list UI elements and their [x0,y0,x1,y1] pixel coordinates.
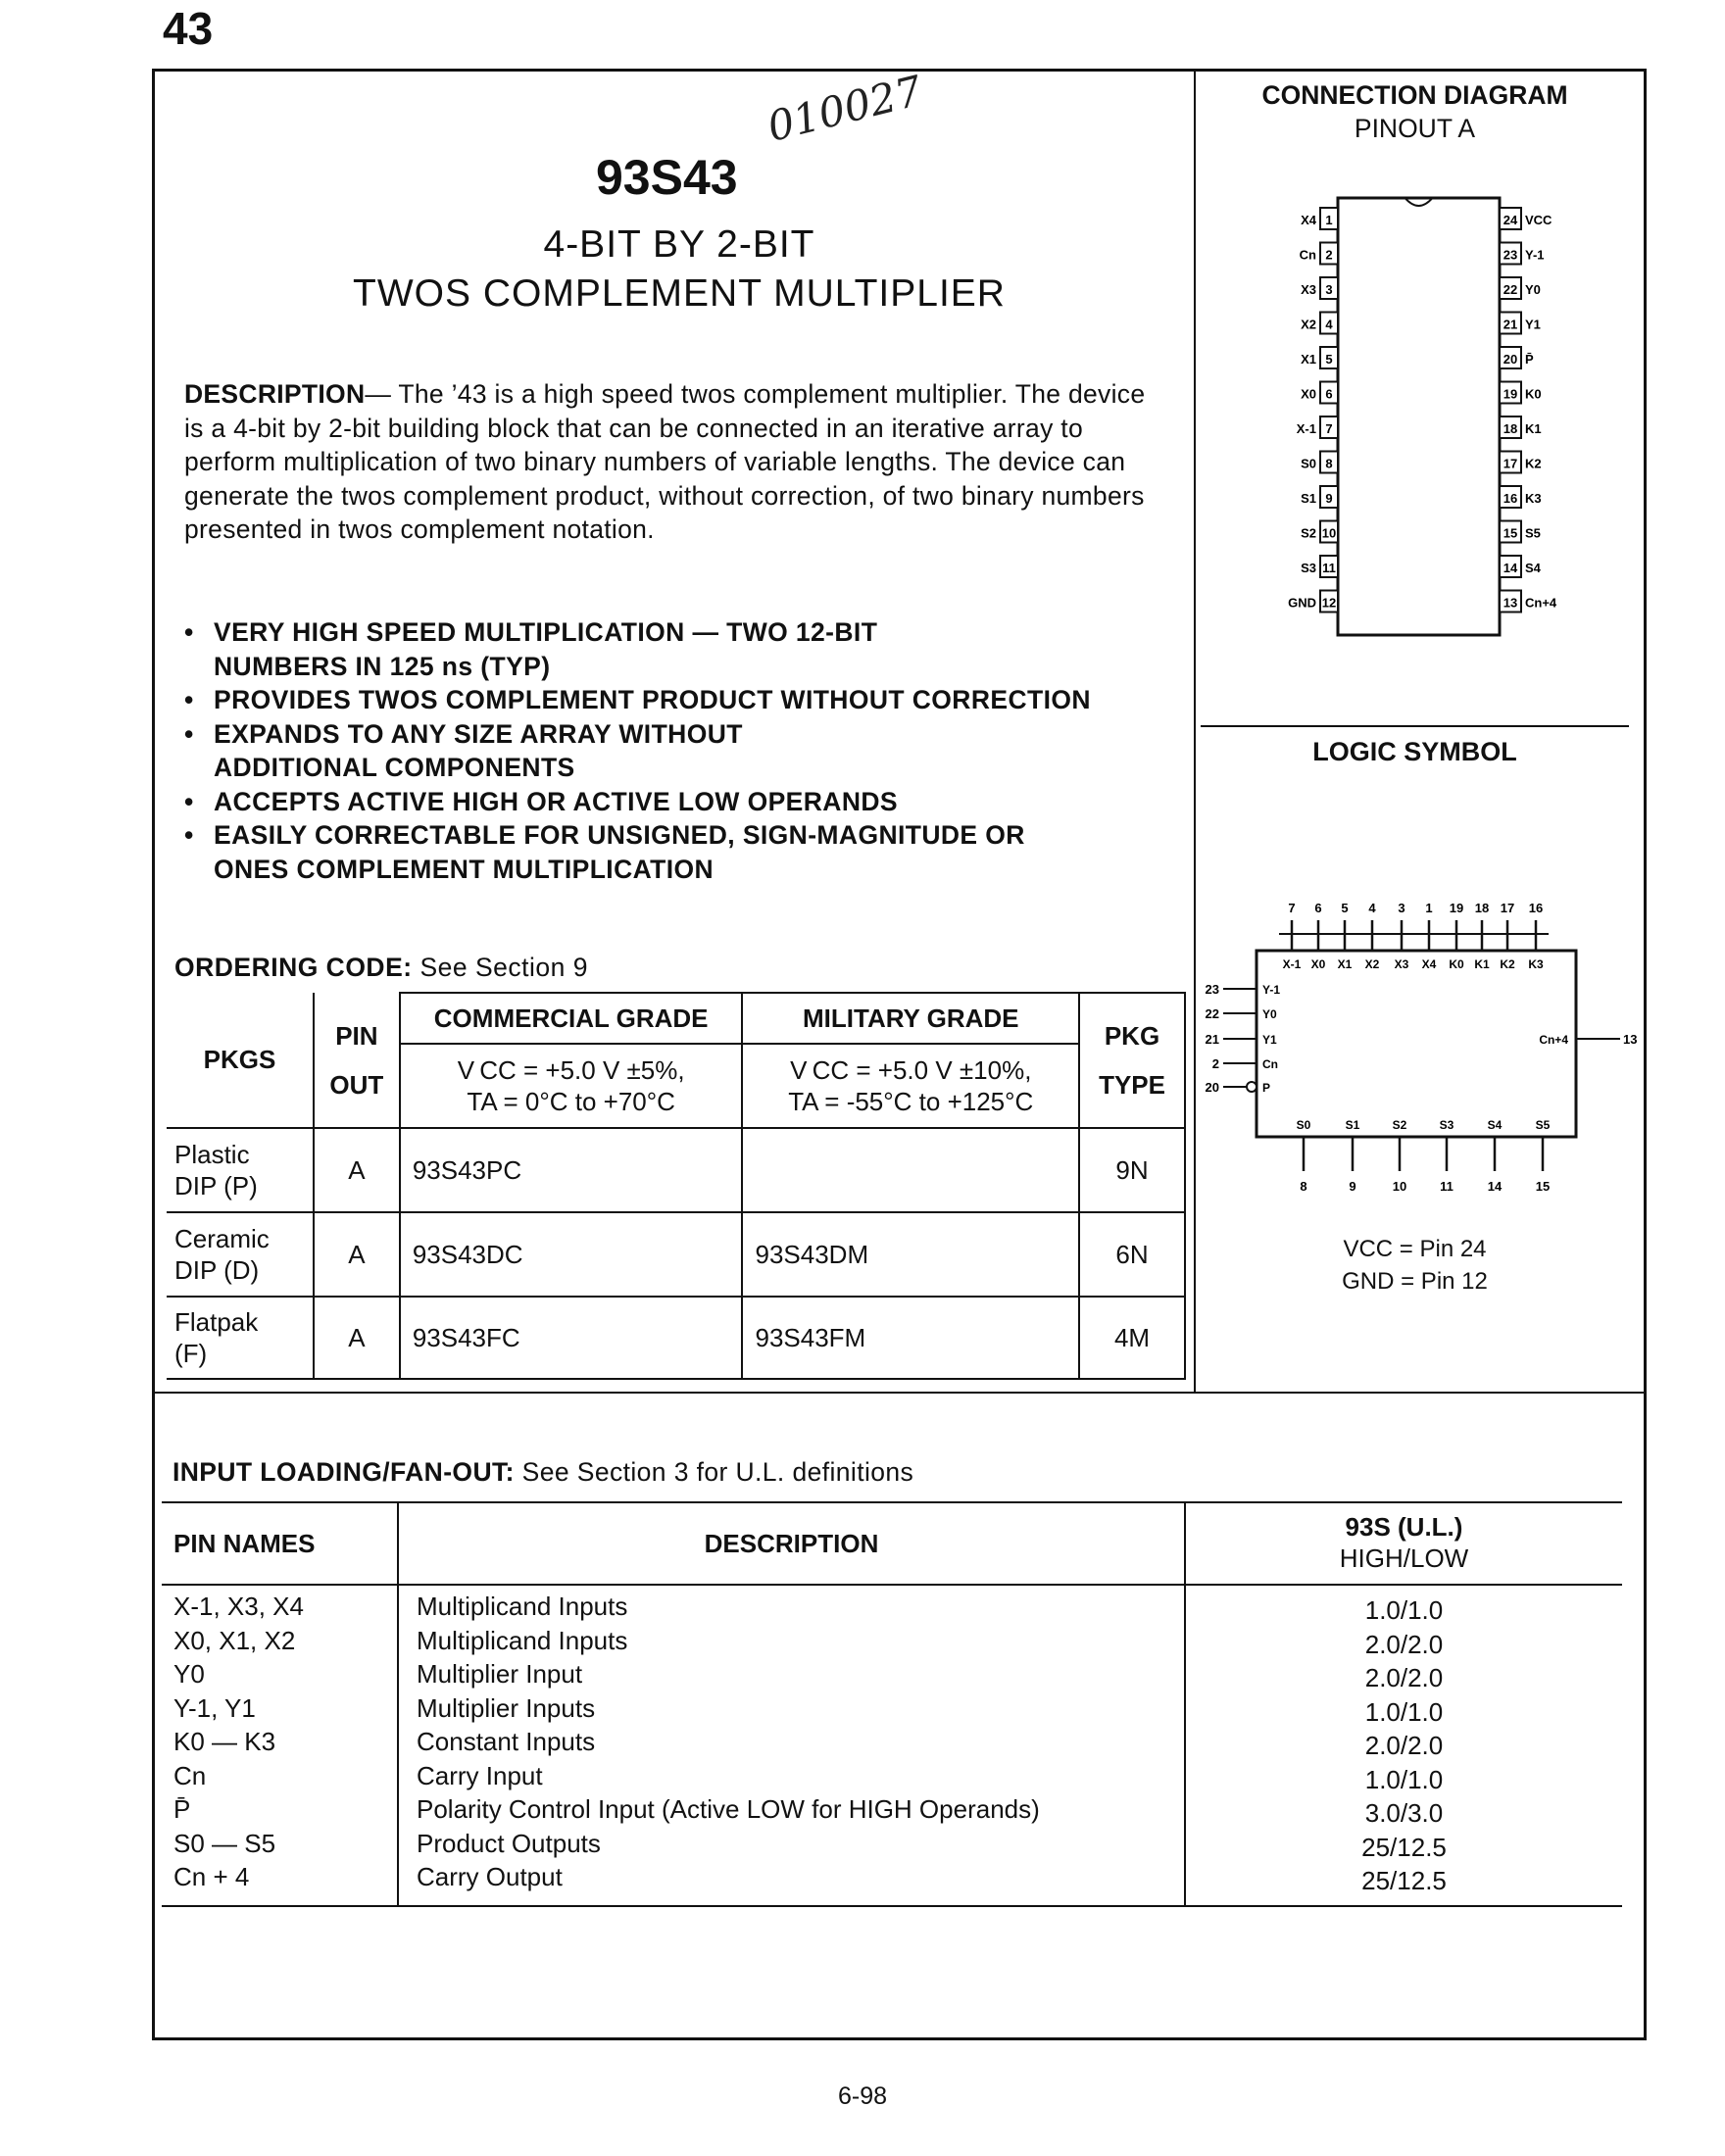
pin-number: 19 [1503,386,1518,402]
pin-label: S3 [1439,1118,1454,1132]
pkg-name: Plastic [174,1140,250,1169]
pin-number: 9 [1325,491,1333,506]
ic-body [1338,198,1500,635]
loading-row [162,1659,1622,1693]
ordering-code-heading [174,953,588,983]
feature-item [184,717,1184,785]
pin-number: 16 [1503,491,1518,506]
input-loading-label: INPUT LOADING/FAN-OUT: [172,1457,515,1487]
pin-number: 11 [1322,561,1336,575]
header-ul-line1: 93S (U.L.) [1345,1512,1463,1542]
pin-number: 8 [1325,456,1333,471]
pin-ul-cell: 25/12.5 [1361,1832,1447,1862]
pin-number: 2 [1325,247,1333,263]
input-loading-heading [172,1457,913,1488]
vcc-note: VCC = Pin 24 [1343,1236,1487,1262]
pin-label: X0 [1301,386,1316,402]
pin-description-cell: Multiplicand Inputs [417,1592,628,1621]
subtitle-line-2: TWOS COMPLEMENT MULTIPLIER [353,272,1006,315]
ordering-row [167,1212,1185,1297]
pin-number: 17 [1500,901,1515,915]
pin-ul-cell: 1.0/1.0 [1364,1696,1444,1727]
pin-label: K2 [1525,456,1542,471]
military-part-cell: 93S43FM [742,1297,1079,1379]
pin-label: Y0 [1262,1007,1277,1021]
pin-label: S0 [1296,1118,1311,1132]
pin-label: K0 [1525,386,1542,402]
pkg-cell [167,1297,314,1379]
pin-number: 1 [1325,213,1333,227]
pin-label: Cn [1262,1057,1278,1071]
pin-name-cell: Cn [173,1760,207,1790]
loading-row [162,1727,1622,1761]
feature-line-1: PROVIDES TWOS COMPLEMENT PRODUCT WITHOUT CORRECTION [214,685,1091,714]
loading-row [162,1626,1622,1660]
pin-number: 18 [1474,901,1490,915]
logic-symbol-diagram [1196,887,1647,1210]
pin-number: 13 [1623,1032,1638,1047]
pin-ul-cell: 25/12.5 [1361,1866,1447,1895]
pin-label: K1 [1525,421,1542,436]
feature-item [184,785,1184,819]
pin-number: 22 [1205,1006,1219,1021]
pin-label: X2 [1301,317,1316,332]
pin-number: 11 [1440,1179,1454,1194]
pin-number: 14 [1503,561,1518,575]
pin-number: 24 [1503,213,1518,227]
loading-row [162,1829,1622,1863]
commercial-part-cell: 93S43PC [400,1128,743,1212]
pin-description-cell: Multiplier Inputs [417,1692,596,1723]
pin-ul-cell: 2.0/2.0 [1364,1663,1444,1692]
pin-label: Y-1 [1262,983,1281,997]
loading-row [162,1761,1622,1795]
pin-name-cell: Y-1, Y1 [173,1692,256,1723]
pin-number: 4 [1368,901,1376,915]
connection-diagram-subtitle: PINOUT A [1354,114,1476,143]
pin-description-cell: Product Outputs [417,1828,601,1858]
pin-number: 23 [1503,247,1518,263]
military-part-cell [742,1128,1079,1212]
pin-number: 5 [1341,901,1349,915]
pin-label: X0 [1310,957,1326,971]
loading-row [162,1862,1622,1896]
pin-number: 17 [1503,456,1518,471]
pin-ul-cell: 1.0/1.0 [1364,1764,1444,1794]
pin-number: 7 [1288,901,1296,915]
header-pin-out-line2: OUT [329,1069,384,1100]
gnd-note: GND = Pin 12 [1342,1268,1488,1295]
header-ul [1186,1511,1622,1574]
pin-label: K1 [1474,957,1490,971]
input-loading-rows [162,1592,1622,1896]
feature-line-1: EASILY CORRECTABLE FOR UNSIGNED, SIGN-MAGNITUDE OR [214,820,1025,850]
pin-label: P̄ [1525,352,1534,367]
pin-label: X-1 [1296,421,1316,436]
pin-number: 15 [1535,1179,1551,1194]
feature-item [184,683,1184,717]
commercial-vcc: V CC = +5.0 V ±5%, [457,1055,685,1085]
header-military-grade: MILITARY GRADE [742,993,1079,1044]
pin-label: Cn+4 [1525,595,1557,611]
description-text: — The ’43 is a high speed twos complement multiplier. The device is a 4-bit by 2-bit building block that can be connected in an iterative array to perform multiplication of two binary numbers of variable lengths. The device can generate the twos complement product, without correction, of two binary numbers presented in twos complement notation. [184,379,1146,544]
pin-description-cell: Multiplicand Inputs [417,1625,628,1655]
pin-out-cell: A [314,1297,400,1379]
loading-row [162,1592,1622,1626]
pkg-cell [167,1212,314,1297]
pin-number: 3 [1325,282,1333,297]
pin-label: K0 [1449,957,1464,971]
pin-label: X-1 [1282,957,1302,971]
pin-name-cell: X-1, X3, X4 [173,1592,304,1621]
part-number-title: 93S43 [596,150,738,205]
header-description: DESCRIPTION [704,1529,879,1558]
commercial-conditions [400,1044,743,1128]
pin-number: 20 [1503,352,1518,367]
pin-number: 19 [1449,901,1464,915]
pkg-name: Flatpak [174,1307,259,1337]
pin-description-cell: Carry Output [417,1862,563,1891]
pin-label: X3 [1301,282,1316,297]
pin-label: Y-1 [1525,247,1545,263]
military-part-cell: 93S43DM [742,1212,1079,1297]
header-commercial-grade: COMMERCIAL GRADE [400,993,743,1044]
pin-number: 5 [1325,352,1333,367]
pin-number: 6 [1325,386,1333,402]
pin-label: Y0 [1525,282,1541,297]
feature-line-1: VERY HIGH SPEED MULTIPLICATION — TWO 12-BIT [214,617,878,647]
pin-number: 14 [1487,1179,1503,1194]
page-number: 6-98 [837,2082,888,2110]
pin-label: Y1 [1525,317,1541,332]
pin-number: 1 [1425,901,1433,915]
header-pin-names: PIN NAMES [173,1529,316,1558]
pin-name-cell: X0, X1, X2 [173,1625,296,1655]
input-loading-table [162,1501,1622,1913]
pin-description-cell: Carry Input [417,1760,543,1790]
pkg-code: (F) [174,1339,208,1368]
pin-number: 18 [1503,421,1518,436]
pin-label: X4 [1421,957,1437,971]
pin-ul-cell: 2.0/2.0 [1364,1629,1444,1659]
military-vcc: V CC = +5.0 V ±10%, [790,1055,1032,1085]
pin-number: 20 [1205,1080,1219,1095]
feature-line-2: NUMBERS IN 125 ns (TYP) [214,651,551,681]
pin-number: 9 [1349,1179,1356,1194]
feature-list [184,615,1184,886]
pin-label: GND [1288,595,1316,611]
header-pkg-type-line2: TYPE [1099,1070,1165,1100]
pin-number: 10 [1392,1179,1407,1194]
pin-label: VCC [1525,213,1552,227]
description-paragraph [184,377,1164,547]
pin-name-cell: S0 — S5 [173,1828,276,1858]
pin-name-cell: P̄ [173,1794,191,1824]
header-pkg-type-line1: PKG [1104,1021,1160,1051]
pin-label: X3 [1394,957,1409,971]
pin-label: X1 [1301,352,1316,367]
feature-line-1: ACCEPTS ACTIVE HIGH OR ACTIVE LOW OPERANDS [214,786,898,816]
pin-name-cell: Cn + 4 [173,1862,250,1891]
pin-number: 13 [1503,595,1518,611]
pin-label: S5 [1535,1118,1551,1132]
ordering-row [167,1297,1185,1379]
feature-line-2: ONES COMPLEMENT MULTIPLICATION [214,854,715,884]
header-pkg-type [1079,993,1185,1128]
ordering-row [167,1128,1185,1212]
pkg-cell [167,1128,314,1212]
commercial-temp: TA = 0°C to +70°C [467,1087,675,1116]
pin-number: 6 [1314,901,1322,915]
pin-label: X4 [1301,213,1316,227]
pin-ul-cell: 2.0/2.0 [1364,1731,1444,1760]
logic-symbol-title: LOGIC SYMBOL [1312,737,1517,766]
pin-label: Cn [1299,247,1316,263]
inversion-bubble-icon [1247,1082,1257,1092]
pin-label: S1 [1301,491,1316,506]
pkg-code: DIP (P) [174,1171,258,1200]
connection-diagram-title: CONNECTION DIAGRAM [1261,80,1568,110]
pin-number: 21 [1205,1032,1219,1047]
pkg-type-cell: 6N [1079,1212,1185,1297]
pin-label: P [1262,1081,1271,1095]
feature-line-2: ADDITIONAL COMPONENTS [214,753,575,782]
pin-label: Cn+4 [1539,1033,1568,1047]
subtitle-line-1: 4-BIT BY 2-BIT [543,223,815,266]
pin-name-cell: K0 — K3 [173,1727,276,1756]
pin-label: S4 [1487,1118,1503,1132]
pin-description-cell: Multiplier Input [417,1659,583,1689]
pin-out-cell: A [314,1128,400,1212]
pin-description-cell: Constant Inputs [417,1727,596,1756]
pin-number: 3 [1398,901,1405,915]
pin-ul-cell: 1.0/1.0 [1364,1595,1444,1625]
header-pin-out [314,993,400,1128]
pin-number: 15 [1503,525,1518,541]
pkg-name: Ceramic [174,1224,270,1253]
header-pin-out-line1: PIN [335,1020,378,1051]
logic-body [1257,951,1576,1137]
pkg-type-cell: 4M [1079,1297,1185,1379]
pkg-type-cell: 9N [1079,1128,1185,1212]
section-divider [152,1392,1647,1394]
feature-item [184,818,1184,886]
loading-row [162,1794,1622,1829]
pin-label: K2 [1500,957,1515,971]
pin-number: 4 [1325,317,1333,332]
pin-label: Y1 [1262,1033,1277,1047]
pin-label: S5 [1525,525,1541,541]
pin-description-cell: Polarity Control Input (Active LOW for HIGH Operands) [417,1794,1040,1824]
feature-line-1: EXPANDS TO ANY SIZE ARRAY WITHOUT [214,718,743,749]
pin-label: K3 [1525,491,1542,506]
pin-label: X2 [1364,957,1380,971]
connection-diagram [1201,186,1629,657]
pin-label: S2 [1392,1118,1407,1132]
pin-out-cell: A [314,1212,400,1297]
power-pin-note [1201,1233,1629,1298]
pkg-code: DIP (D) [174,1255,260,1285]
pin-number: 23 [1205,982,1219,997]
pin-number: 21 [1503,317,1518,332]
input-loading-ref: See Section 3 for U.L. definitions [521,1457,914,1487]
pin-number: 12 [1321,595,1337,611]
pin-label: S1 [1345,1118,1360,1132]
connection-diagram-heading [1201,78,1629,145]
bullet-icon: • [184,685,194,714]
commercial-part-cell: 93S43DC [400,1212,743,1297]
pin-number: 10 [1321,525,1337,541]
ordering-table [167,992,1186,1380]
pin-number: 8 [1300,1179,1307,1194]
pin-label: S3 [1301,561,1316,575]
military-temp: TA = -55°C to +125°C [788,1087,1034,1116]
feature-item [184,615,1184,683]
pin-number: 7 [1325,421,1333,436]
pin-number: 22 [1503,282,1518,297]
header-pkgs: PKGS [167,993,314,1128]
right-column-divider [1201,725,1629,727]
bullet-icon: • [184,820,194,850]
military-conditions [742,1044,1079,1128]
pin-label: S2 [1301,525,1316,541]
header-ul-line2: HIGH/LOW [1339,1544,1469,1573]
ordering-code-label: ORDERING CODE: [174,953,413,982]
pin-label: S0 [1301,456,1316,471]
handwritten-annotation: 010027 [763,66,927,151]
pin-label: K3 [1528,957,1544,971]
pin-number: 2 [1211,1056,1219,1071]
loading-row [162,1693,1622,1728]
page-section-number: 43 [163,3,214,54]
pin-name-cell: Y0 [173,1659,205,1689]
pin-label: X1 [1337,957,1353,971]
bullet-icon: • [184,718,194,749]
pin-ul-cell: 3.0/3.0 [1364,1798,1444,1828]
pin-number: 16 [1528,901,1544,915]
commercial-part-cell: 93S43FC [400,1297,743,1379]
pin-label: S4 [1525,561,1541,575]
description-label: DESCRIPTION [184,379,366,409]
ordering-code-ref: See Section 9 [419,953,588,982]
bullet-icon: • [184,786,194,816]
bullet-icon: • [184,617,194,647]
